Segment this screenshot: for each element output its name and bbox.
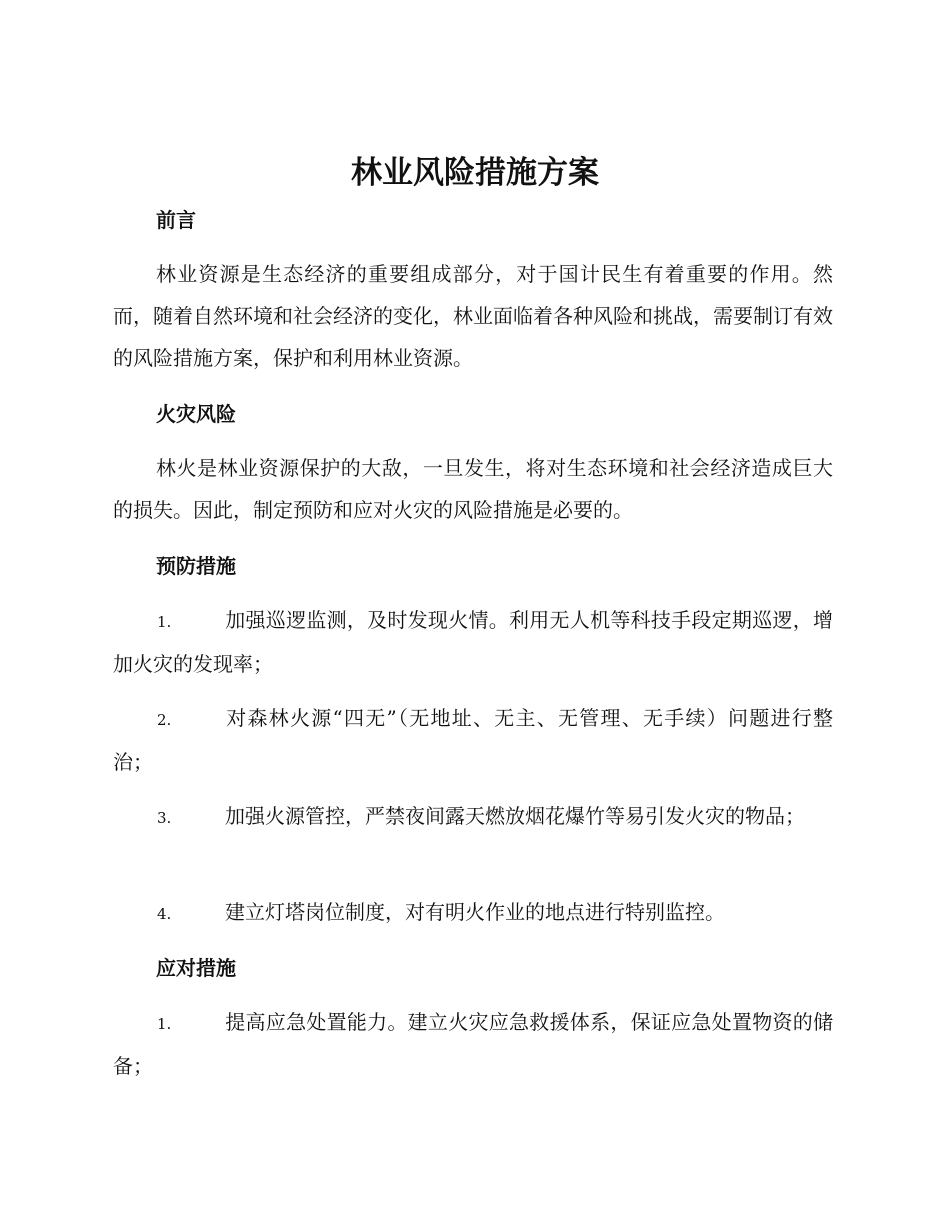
section-heading-fire-risk: 火灾风险 — [156, 402, 236, 426]
list-item-text: 对森林火源“四无”（无地址、无主、无管理、无手续）问题进行整治； — [113, 706, 833, 774]
prevention-item — [113, 599, 833, 685]
list-number: 4. — [157, 905, 172, 923]
document-title: 林业风险措施方案 — [351, 155, 599, 191]
list-item-text: 加强火源管控，严禁夜间露天燃放烟花爆竹等易引发火灾的物品； — [225, 804, 805, 828]
prevention-item — [113, 891, 833, 935]
list-number: 2. — [157, 711, 172, 729]
list-number: 3. — [157, 809, 172, 827]
prevention-item — [113, 697, 833, 783]
list-number: 1. — [157, 1015, 172, 1033]
list-item-text: 建立灯塔岗位制度，对有明火作业的地点进行特别监控。 — [225, 900, 725, 924]
response-item — [113, 1001, 833, 1087]
list-item-text: 加强巡逻监测，及时发现火情。利用无人机等科技手段定期巡逻，增加火灾的发现率； — [113, 608, 833, 676]
preface-paragraph: 林业资源是生态经济的重要组成部分，对于国计民生有着重要的作用。然而，随着自然环境和社会经济的变化，林业面临着各种风险和挑战，需要制订有效的风险措施方案，保护和利用林业资源。 — [113, 262, 833, 370]
section-heading-preface: 前言 — [156, 208, 196, 232]
fire-risk-paragraph: 林火是林业资源保护的大敌，一旦发生，将对生态环境和社会经济造成巨大的损失。因此，制定预防和应对火灾的风险措施是必要的。 — [113, 456, 833, 522]
section-heading-response: 应对措施 — [156, 956, 236, 980]
list-item-text: 提高应急处置能力。建立火灾应急救援体系，保证应急处置物资的储备； — [113, 1010, 833, 1078]
prevention-item — [113, 795, 833, 839]
list-number: 1. — [157, 613, 172, 631]
section-heading-prevention: 预防措施 — [156, 554, 236, 578]
